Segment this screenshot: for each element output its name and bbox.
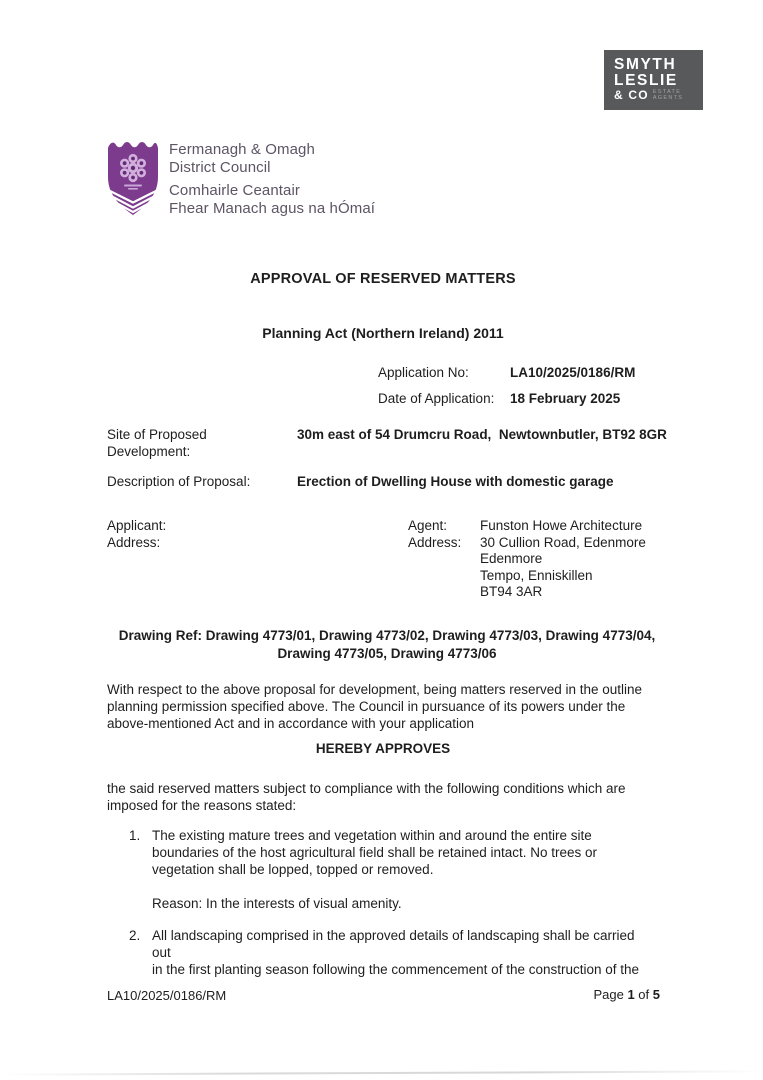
council-name-ga-line2: Fhear Manach agus na hÓmaí (169, 200, 376, 217)
document-title: APPROVAL OF RESERVED MATTERS (250, 271, 516, 287)
planning-act-subtitle: Planning Act (Northern Ireland) 2011 (262, 325, 504, 341)
condition-item (107, 827, 677, 879)
agent-address-line4: BT94 3AR (480, 584, 543, 600)
agency-logo-subtext: ESTATE AGENTS (652, 89, 684, 101)
application-date-value: 18 February 2025 (510, 391, 621, 407)
drawing-ref-line1: Drawing Ref: Drawing 4773/01, Drawing 4773/02, Drawing 4773/03, Drawing 4773/04, (118, 628, 656, 643)
scan-edge-artifact (0, 1070, 763, 1075)
agency-logo-line2: LESLIE (614, 72, 678, 89)
hereby-approves-heading: HEREBY APPROVES (315, 741, 451, 756)
parties-section (107, 518, 646, 601)
application-no-value: LA10/2025/0186/RM (510, 365, 636, 380)
drawing-ref (107, 627, 667, 663)
applicant-column (107, 518, 408, 601)
footer-reference: LA10/2025/0186/RM (107, 988, 227, 1003)
agent-address-line1: 30 Cullion Road, Edenmore (480, 534, 646, 550)
agent-address-line3: Tempo, Enniskillen (480, 567, 593, 583)
application-no-row (378, 364, 635, 381)
description-row (107, 473, 707, 490)
council-name-en-line2: District Council (169, 159, 271, 176)
council-name-ga-line1: Comhairle Ceantair (169, 182, 301, 199)
intro-paragraph: With respect to the above proposal for development, being matters reserved in the outline planning permission specified above. The Council in pursuance of its powers under the above-mentioned Act and in accordance with your application (107, 682, 643, 732)
condition-number: 2. (129, 927, 141, 943)
application-date-label: Date of Application: (378, 391, 495, 407)
condition-number: 1. (129, 828, 141, 843)
estate-agent-logo (604, 50, 703, 110)
agent-value-column (480, 518, 646, 601)
footer-page-number: Page 1 of 5 (593, 987, 660, 1002)
conditions-list (107, 827, 677, 978)
agent-address-line2: Edenmore (480, 551, 543, 567)
conditions-intro: the said reserved matters subject to compliance with the following conditions which are imposed for the reasons stated: (107, 781, 626, 814)
council-logo (106, 139, 375, 222)
application-no-label: Application No: (378, 365, 469, 380)
agent-label-column (408, 518, 480, 601)
applicant-address-label: Address: (107, 534, 161, 550)
site-value: 30m east of 54 Drumcru Road, Newtownbutler, BT92 8GR (297, 427, 667, 442)
council-crest-icon (106, 139, 160, 222)
description-value: Erection of Dwelling House with domestic garage (297, 474, 614, 489)
council-name-en-line1: Fermanagh & Omagh (169, 141, 315, 158)
agent-address-label: Address: (408, 534, 462, 550)
application-date-row (378, 390, 635, 407)
agency-logo-line3: & CO (614, 88, 649, 102)
drawing-ref-line2: Drawing 4773/05, Drawing 4773/06 (277, 646, 497, 661)
agent-name: Funston Howe Architecture (480, 518, 643, 533)
condition-text: All landscaping comprised in the approved details of landscaping shall be carried out in the first planting season following the commencement of the construction of the (152, 927, 640, 978)
description-label: Description of Proposal: (107, 474, 251, 489)
agent-label: Agent: (408, 518, 448, 533)
condition-item (107, 927, 677, 979)
condition-text: The existing mature trees and vegetation within and around the entire site boundaries of the host agricultural field shall be retained intact. No trees or vegetation shall be lopped, topped or removed. (152, 828, 598, 878)
applicant-label: Applicant: (107, 518, 167, 533)
application-meta (378, 364, 635, 416)
site-row (107, 426, 707, 460)
council-name (169, 139, 375, 222)
condition-reason: Reason: In the interests of visual amenity. (152, 895, 402, 911)
site-label: Site of Proposed Development: (107, 427, 207, 460)
agency-logo-line1: SMYTH (614, 56, 677, 73)
